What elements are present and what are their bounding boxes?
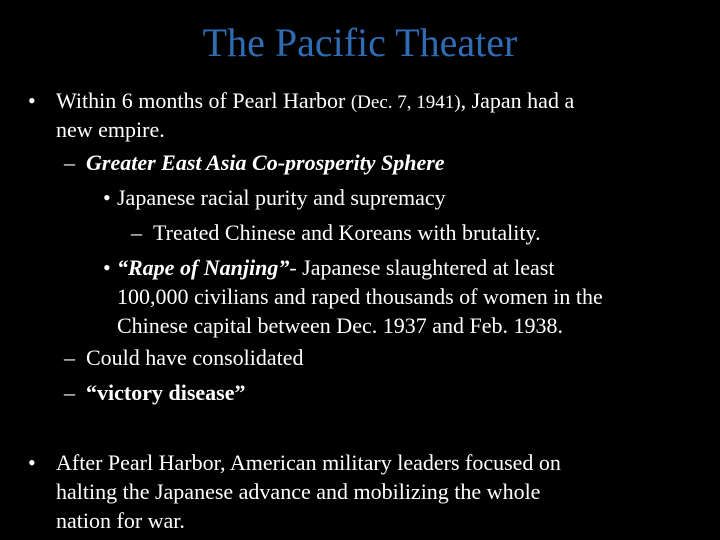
sub-sub-bullet-nanjing-line3: Chinese capital between Dec. 1937 and Feb. 1938. xyxy=(117,313,563,338)
bullet-marker: • xyxy=(103,185,111,210)
bullet-american-leaders: After Pearl Harbor, American military leaders focused on xyxy=(56,450,561,475)
sub-bullet-consolidated: Could have consolidated xyxy=(86,345,304,370)
sub-bullet-victory-disease: “victory disease” xyxy=(86,380,246,405)
dash-marker: – xyxy=(64,150,75,175)
sub-sub-bullet-nanjing-line2: 100,000 civilians and raped thousands of women in the xyxy=(117,284,603,309)
nanjing-text: - Japanese slaughtered at least xyxy=(289,255,555,280)
sub-sub-bullet-racial-purity: Japanese racial purity and supremacy xyxy=(117,185,446,210)
bullet-text: Within 6 months of Pearl Harbor xyxy=(56,88,351,113)
dash-marker: – xyxy=(64,380,75,405)
bullet-text-cont: , Japan had a xyxy=(460,88,575,113)
bullet-marker: • xyxy=(28,88,36,113)
sub-sub-sub-bullet-brutality: Treated Chinese and Koreans with brutality. xyxy=(153,220,541,245)
bullet-marker: • xyxy=(103,255,111,280)
bullet-american-leaders-line2: halting the Japanese advance and mobilizing the whole xyxy=(56,479,541,504)
date-text: (Dec. 7, 1941) xyxy=(350,92,461,113)
bullet-pearl-harbor-line2: new empire. xyxy=(56,117,165,142)
bullet-american-leaders-line3: nation for war. xyxy=(56,508,185,533)
sub-sub-bullet-nanjing xyxy=(117,255,554,281)
sub-bullet-co-prosperity: Greater East Asia Co-prosperity Sphere xyxy=(86,150,445,175)
nanjing-emphasis: “Rape of Nanjing” xyxy=(117,255,290,280)
dash-marker: – xyxy=(131,220,142,245)
slide-title: The Pacific Theater xyxy=(202,20,518,65)
bullet-marker: • xyxy=(28,450,36,475)
bullet-pearl-harbor xyxy=(56,88,574,116)
dash-marker: – xyxy=(64,345,75,370)
